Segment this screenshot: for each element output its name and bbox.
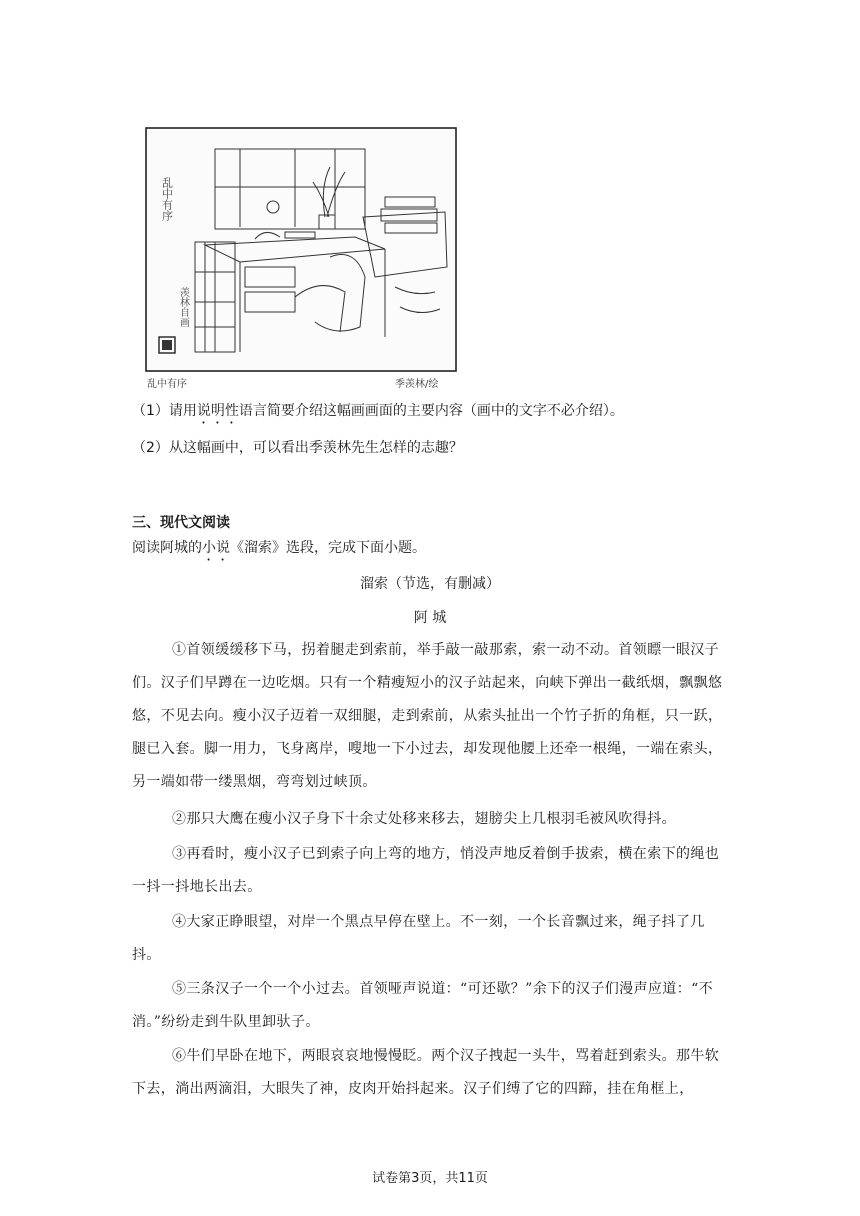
section-intro: 阅读阿城的小说《溜索》选段，完成下面小题。 <box>132 540 426 556</box>
article-paragraph-4: ④大家正睁眼望，对岸一个黑点早停在壁上。不一刻，一个长音飘过来，绳子抖了几抖。 <box>132 914 705 963</box>
article-paragraph-6: ⑥牛们早卧在地下，两眼哀哀地慢慢眨。两个汉子拽起一头牛，骂着赶到索头。那牛软下去，淌出两滴泪，大眼失了神，皮肉开始抖起来。汉子们缚了它的四蹄，挂在角框上， <box>132 1048 720 1097</box>
article-paragraph-2: ②那只大鹰在瘦小汉子身下十余丈处移来移去，翅膀尖上几根羽毛被风吹得抖。 <box>172 811 676 827</box>
article-paragraph-5: ⑤三条汉子一个一个小过去。首领哑声说道：“可还歇？”余下的汉子们漫声应道：“不消。”纷纷走到牛队里卸驮子。 <box>132 981 714 1030</box>
article-paragraph-1: ①首领缓缓移下马，拐着腿走到索前，举手敲一敲那索，索一动不动。首领瞟一眼汉子们。汉子们早蹲在一边吃烟。只有一个精瘦短小的汉子站起来，向峡下弹出一截纸烟，飘飘悠悠，不见去向。瘦小汉子迈着一双细腿，走到索前，从索头扯出一个竹子折的角框，只一跃，腿已入套。脚一用力，飞身离岸，嗖地一下小过去，却发现他腰上还牵一根绳，一端在索头，另一端如带一缕黑烟，弯弯划过峡顶。 <box>132 642 723 790</box>
article-author: 阿 城 <box>413 610 447 626</box>
svg-text:羡林自画: 羡林自画 <box>177 287 189 327</box>
drawing-inscription: 乱中有序 <box>160 177 174 221</box>
section-heading: 三、现代文阅读 <box>132 515 230 531</box>
emphasis-text: 说明性 <box>196 403 239 419</box>
figure-caption-left: 乱中有序 <box>147 379 187 390</box>
article-title: 溜索（节选，有删减） <box>360 576 500 592</box>
emphasis-text: 小说 <box>202 540 230 556</box>
question-2: （2）从这幅画中，可以看出季羡林先生怎样的志趣？ <box>132 440 463 456</box>
desk-sketch-drawing <box>145 127 457 372</box>
figure-caption-right: 季羡林/绘 <box>395 379 439 390</box>
question-1: （1）请用说明性语言简要介绍这幅画画面的主要内容（画中的文字不必介绍）。 <box>132 403 624 419</box>
article-paragraph-3: ③再看时，瘦小汉子已到索子向上弯的地方，悄没声地反着倒手拔索，横在索下的绳也一抖一抖地长出去。 <box>132 846 720 895</box>
page-number: 试卷第3页，共11页 <box>372 1171 488 1186</box>
sketch-illustration <box>145 127 457 372</box>
